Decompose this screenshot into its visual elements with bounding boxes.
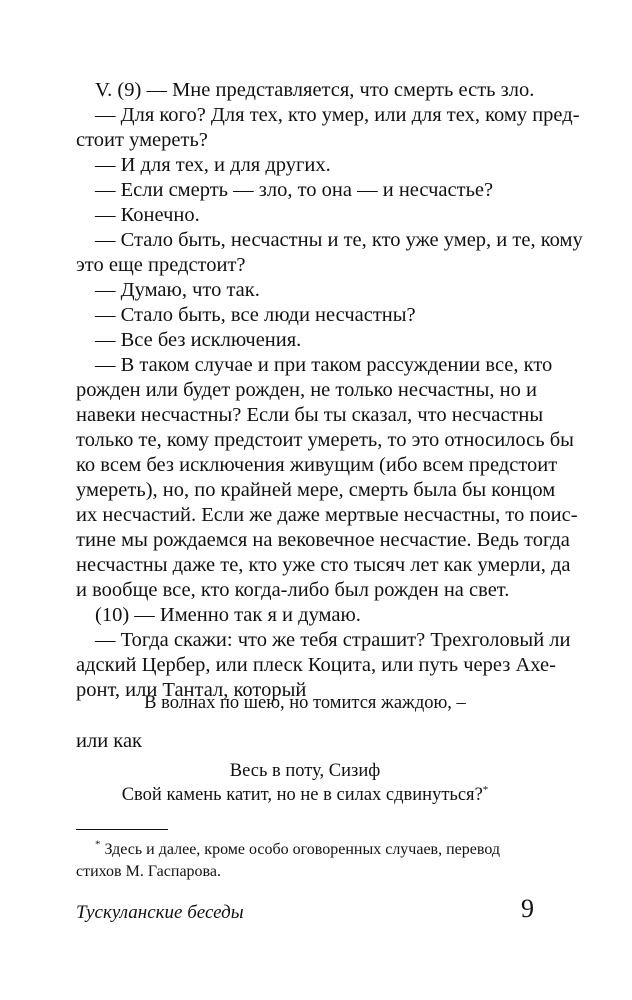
body-line: (10) — Именно так я и думаю.	[95, 604, 361, 626]
verse-quote: Весь в поту, Сизиф	[229, 761, 381, 781]
body-line: только те, кому предстоит умереть, то это относилось бы	[76, 429, 574, 451]
body-line: умереть), но, по крайней мере, смерть была бы концом	[76, 479, 556, 501]
body-line: — Стало быть, несчастны и те, кто уже умер, и те, кому	[95, 229, 583, 251]
body-line: их несчастий. Если же даже мертвые несчастны, то поис-	[76, 504, 578, 526]
body-line: это еще предстоит?	[76, 254, 246, 276]
verse-quote	[76, 783, 534, 807]
footnote-line: стихов М. Гаспарова.	[76, 863, 221, 880]
body-line: — Если смерть — зло, то она — и несчастье?	[95, 179, 494, 201]
footnote-line	[95, 839, 534, 861]
body-line: — Конечно.	[95, 204, 200, 226]
page-number: 9	[521, 894, 534, 923]
body-line: ронт, или Тантал, который	[76, 679, 307, 701]
connector-line: или как	[76, 730, 143, 752]
footnote-text: Здесь и далее, кроме особо оговоренных случаев, перевод	[104, 841, 500, 858]
body-line: адский Цербер, или плеск Коцита, или путь через Ахе-	[76, 654, 556, 676]
body-line: и вообще все, кто когда-либо был рожден на свет.	[76, 579, 510, 601]
body-line: — Все без исключения.	[95, 329, 302, 351]
body-line: — Для кого? Для тех, кто умер, или для тех, кому пред-	[95, 104, 580, 126]
body-line: стоит умереть?	[76, 129, 208, 151]
body-line: ко всем без исключения живущим (ибо всем предстоит	[76, 454, 558, 476]
body-line: — Стало быть, все люди несчастны?	[95, 304, 416, 326]
body-line: — И для тех, и для других.	[95, 154, 331, 176]
footnote-mark: *	[95, 838, 101, 851]
body-line: навеки несчастны? Если бы ты сказал, что несчастны	[76, 404, 544, 426]
body-line: — В таком случае и при таком рассуждении все, кто	[95, 354, 553, 376]
body-line: V. (9) — Мне представляется, что смерть есть зло.	[95, 79, 535, 101]
verse-quote: В волнах по шею, но томится жаждою, –	[144, 693, 466, 713]
body-line: тине мы рождаемся на вековечное несчастие. Ведь тогда	[76, 529, 570, 551]
body-line: — Тогда скажи: что же тебя страшит? Трехголовый ли	[95, 629, 571, 651]
footnote-rule	[76, 829, 168, 830]
body-line: рожден или будет рожден, не только несчастны, но и	[76, 379, 537, 401]
footnote-marker: *	[482, 783, 489, 796]
body-line: несчастны даже те, кто уже сто тысяч лет как умерли, да	[76, 554, 571, 576]
running-title: Тускуланские беседы	[76, 902, 244, 923]
verse-quote-text: Свой камень катит, но не в силах сдвинуться?	[121, 785, 483, 805]
body-line: — Думаю, что так.	[95, 279, 260, 301]
